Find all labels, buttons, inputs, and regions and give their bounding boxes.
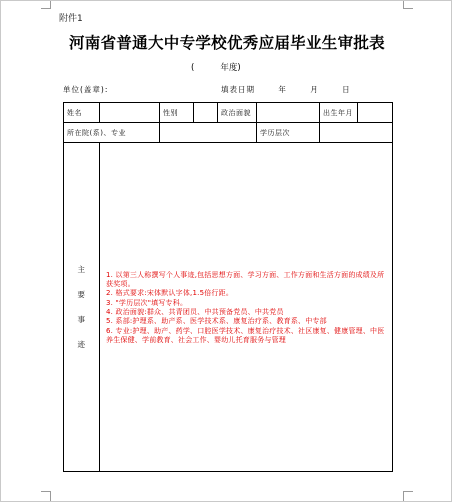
month-label: 月 — [310, 85, 319, 94]
attachment-label: 附件1 — [59, 14, 83, 24]
document-title: 河南省普通大中专学校优秀应届毕业生审批表 — [68, 34, 385, 52]
gender-label: 性别 — [160, 103, 194, 123]
note-line: 5. 系部:护理系、助产系、医学技术系、康复治疗系、教育系、中专部 — [106, 317, 327, 326]
name-label: 姓名 — [64, 103, 100, 123]
instruction-notes — [103, 269, 389, 345]
political-status-label: 政治面貌 — [218, 103, 257, 123]
year-open-paren: ( — [191, 63, 195, 73]
main-deeds-label-cell — [64, 143, 100, 472]
page-margin-corner — [403, 1, 413, 9]
main-deeds-label: 主 要 事 迹 — [77, 265, 86, 349]
gender-field[interactable] — [194, 103, 218, 123]
approval-form-table — [63, 102, 393, 472]
fill-date — [221, 84, 371, 95]
department-major-label: 所在院(系)、专业 — [64, 123, 160, 143]
note-line: 6. 专业:护理、助产、药学、口腔医学技术、康复治疗技术、社区康复、健康管理、中医养生保健、学前教育、社会工作、婴幼儿托育服务与管理 — [106, 326, 385, 344]
name-field[interactable] — [100, 103, 160, 123]
note-line: 2. 格式要求:宋体默认字体,1.5倍行距。 — [106, 289, 234, 298]
birth-date-label: 出生年月 — [320, 103, 358, 123]
page-margin-corner — [41, 1, 51, 9]
education-level-label: 学历层次 — [257, 123, 320, 143]
note-line: 1. 以第三人称撰写个人事迹,包括思想方面、学习方面、工作方面和生活方面的成绩及所获奖项。 — [106, 270, 385, 289]
year-line — [191, 61, 241, 73]
unit-stamp-label: 单位(盖章): — [63, 85, 109, 94]
main-deeds-field[interactable] — [100, 143, 393, 472]
education-level-field[interactable] — [320, 123, 393, 143]
day-label: 日 — [342, 85, 351, 94]
year-label: 年 — [278, 85, 287, 94]
year-suffix: 年度) — [220, 63, 241, 73]
political-status-field[interactable] — [257, 103, 320, 123]
note-line: 4. 政治面貌:群众、共青团员、中共预备党员、中共党员 — [106, 308, 284, 316]
page-margin-corner — [403, 491, 413, 501]
page-margin-corner — [41, 491, 51, 501]
department-major-field[interactable] — [160, 123, 257, 143]
note-line: 3. "学历层次"填写专科。 — [106, 298, 188, 307]
birth-date-field[interactable] — [358, 103, 393, 123]
fill-date-label: 填表日期 — [221, 85, 255, 94]
